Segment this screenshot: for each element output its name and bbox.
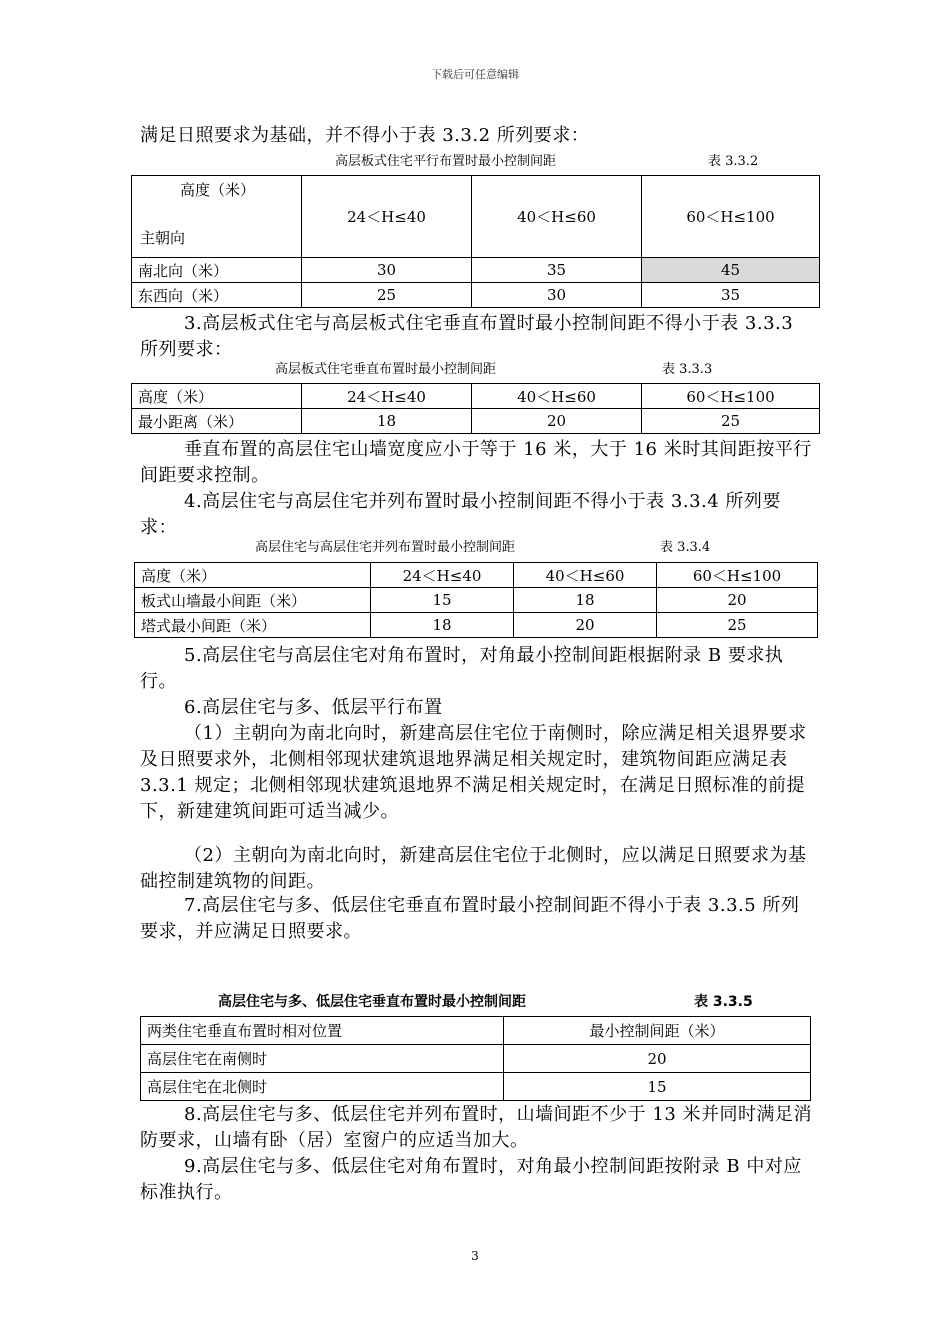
table-row [141,1073,811,1101]
row-label: 高层住宅在南侧时 [141,1045,504,1073]
table-row [141,1017,811,1045]
table-332-caption: 高层板式住宅平行布置时最小控制间距 [335,154,557,169]
table-335-caption: 高层住宅与多、低层住宅垂直布置时最小控制间距 [218,994,526,1010]
table-333-caption: 高层板式住宅垂直布置时最小控制间距 [275,362,497,377]
paragraph-vertical-note: 垂直布置的高层住宅山墙宽度应小于等于 16 米，大于 16 米时其间距按平行间距要求控制。 [140,439,812,486]
table-cell: 18 [514,588,657,613]
table-row [135,613,818,638]
table-row [132,409,820,434]
header-label: 高度（米） [132,384,302,409]
corner-height-label: 高度（米） [180,181,256,199]
page-number: 3 [471,1249,479,1263]
table-334-caption: 高层住宅与高层住宅并列布置时最小控制间距 [255,540,516,555]
table-cell: 30 [302,258,472,283]
paragraph-6: 6.高层住宅与多、低层平行布置 [184,697,443,718]
table-333 [131,383,820,434]
row-label: 东西向（米） [132,283,302,308]
table-cell: 25 [302,283,472,308]
table-335 [140,1016,811,1101]
paragraph-7: 7.高层住宅与多、低层住宅垂直布置时最小控制间距不得小于表 3.3.5 所列要求，并应满足日照要求。 [140,895,800,942]
table-cell: 25 [642,409,820,434]
paragraph-4: 4.高层住宅与高层住宅并列布置时最小控制间距不得小于表 3.3.4 所列要求： [140,491,781,538]
table-row [141,1045,811,1073]
row-label: 板式山墙最小间距（米） [135,588,371,613]
table-332-col-header: 24＜H≤40 [302,176,472,258]
paragraph-9: 9.高层住宅与多、低层住宅对角布置时，对角最小控制间距按附录 B 中对应标准执行。 [140,1156,802,1203]
row-label: 最小距离（米） [132,409,302,434]
table-335-col-header: 两类住宅垂直布置时相对位置 [141,1017,504,1045]
table-333-number: 表 3.3.3 [662,362,713,377]
table-333-col-header: 40＜H≤60 [472,384,642,409]
table-row [132,258,820,283]
table-332-corner [132,176,302,258]
row-label: 塔式最小间距（米） [135,613,371,638]
table-332 [131,175,820,308]
table-334-col-header: 40＜H≤60 [514,563,657,588]
row-label: 南北向（米） [132,258,302,283]
table-335-col-header: 最小控制间距（米） [504,1017,811,1045]
table-cell: 30 [472,283,642,308]
paragraph-8: 8.高层住宅与多、低层住宅并列布置时，山墙间距不少于 13 米并同时满足消防要求，山墙有卧（居）室窗户的应适当加大。 [140,1104,813,1151]
row-label: 高层住宅在北侧时 [141,1073,504,1101]
table-332-number: 表 3.3.2 [708,154,759,169]
table-334-number: 表 3.3.4 [660,540,711,555]
table-cell: 20 [514,613,657,638]
table-334 [134,562,818,638]
table-cell: 18 [371,613,514,638]
table-cell: 35 [472,258,642,283]
page-header: 下载后可任意编辑 [431,68,519,81]
table-333-col-header: 60＜H≤100 [642,384,820,409]
table-row [132,384,820,409]
paragraph-intro: 满足日照要求为基础，并不得小于表 3.3.2 所列要求： [140,125,590,146]
table-334-col-header: 24＜H≤40 [371,563,514,588]
header-label: 高度（米） [135,563,371,588]
table-332-col-header: 60＜H≤100 [642,176,820,258]
table-cell: 15 [371,588,514,613]
table-cell: 20 [657,588,818,613]
paragraph-5: 5.高层住宅与高层住宅对角布置时，对角最小控制间距根据附录 B 要求执行。 [140,645,784,692]
table-cell: 18 [302,409,472,434]
table-cell: 20 [504,1045,811,1073]
table-row [132,283,820,308]
table-cell: 25 [657,613,818,638]
paragraph-3: 3.高层板式住宅与高层板式住宅垂直布置时最小控制间距不得小于表 3.3.3 所列要求： [140,313,794,360]
table-333-col-header: 24＜H≤40 [302,384,472,409]
table-335-number: 表 3.3.5 [694,994,753,1010]
corner-orientation-label: 主朝向 [140,229,186,247]
paragraph-6-1: （1）主朝向为南北向时，新建高层住宅位于南侧时，除应满足相关退界要求及日照要求外，北侧相邻现状建筑退地界满足相关规定时，建筑物间距应满足表 3.3.1 规定；北侧相邻现状建筑退地界不满足相关规定时，在满足日照标准的前提下，新建建筑间距可适当减少。 [140,723,807,822]
table-cell-highlighted: 45 [642,258,820,283]
table-cell: 20 [472,409,642,434]
table-cell: 15 [504,1073,811,1101]
paragraph-6-2: （2）主朝向为南北向时，新建高层住宅位于北侧时，应以满足日照要求为基础控制建筑物的间距。 [140,845,807,892]
table-334-col-header: 60＜H≤100 [657,563,818,588]
table-332-col-header: 40＜H≤60 [472,176,642,258]
table-cell: 35 [642,283,820,308]
table-row [135,588,818,613]
table-row [135,563,818,588]
